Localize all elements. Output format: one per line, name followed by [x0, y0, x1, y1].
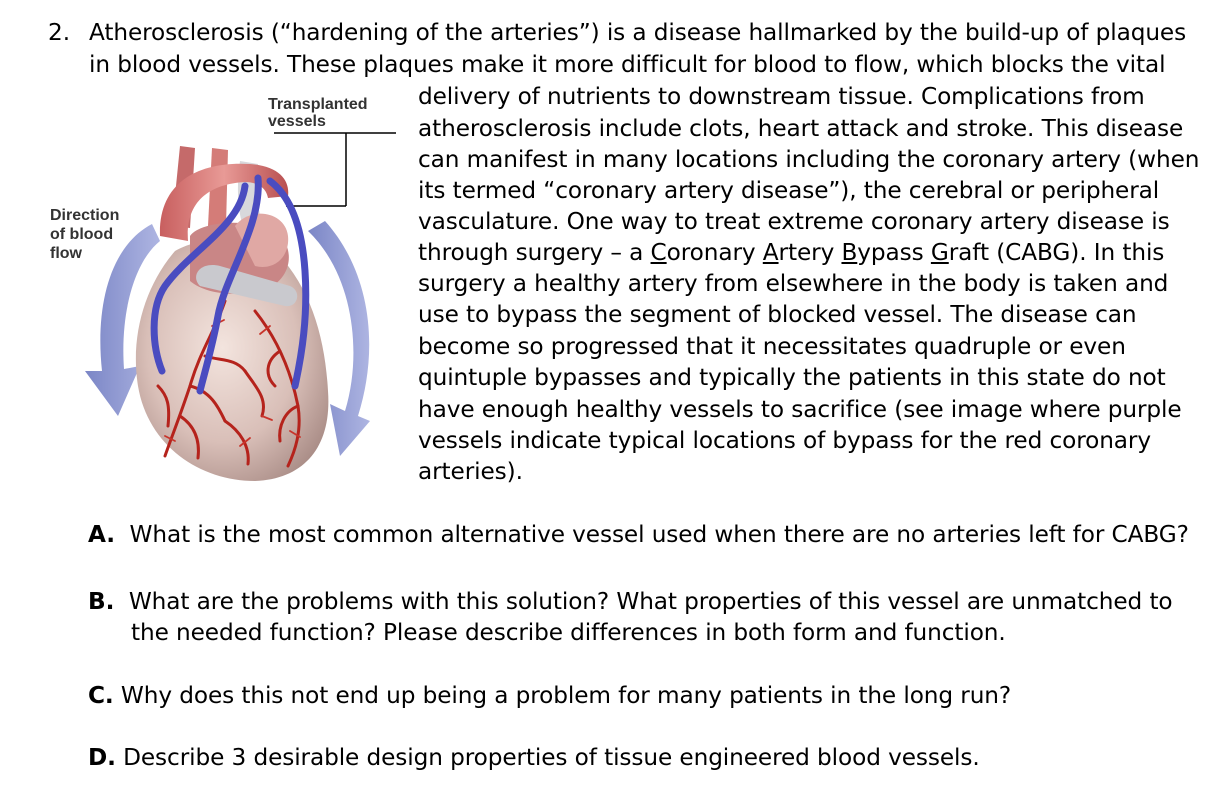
cabg-c: C	[650, 239, 667, 266]
question-line-cabg	[418, 237, 1164, 268]
subquestion-b	[88, 586, 1173, 617]
label-direction-2: of blood	[50, 226, 114, 243]
heart-bypass-figure	[40, 86, 410, 496]
question-line-6: its termed “coronary artery disease”), the cerebral or peripheral	[418, 177, 1160, 204]
subquestion-text: Describe 3 desirable design properties of tissue engineered blood vessels.	[123, 744, 980, 771]
subquestion-text: Why does this not end up being a problem for many patients in the long run?	[120, 682, 1012, 709]
subquestion-text: What are the problems with this solution? What properties of this vessel are unmatched to	[128, 588, 1173, 615]
cabg-g-rest: raft (CABG). In this	[948, 239, 1165, 266]
label-transplanted-1: Transplanted	[268, 96, 368, 113]
subquestion-letter: D.	[88, 744, 116, 771]
cabg-c-rest: oronary	[666, 239, 763, 266]
heart-illustration	[40, 86, 410, 496]
subquestion-letter: C.	[88, 682, 114, 709]
question-line-4: atherosclerosis include clots, heart attack and stroke. This disease	[418, 115, 1184, 142]
subquestion-d	[88, 742, 980, 773]
question-line-12: quintuple bypasses and typically the patients in this state do not	[418, 364, 1166, 391]
subquestion-c	[88, 680, 1011, 711]
subquestion-letter: A.	[88, 521, 115, 548]
cabg-b: B	[841, 239, 858, 266]
question-line-3: delivery of nutrients to downstream tissue. Complications from	[418, 83, 1145, 110]
subquestion-letter: B.	[88, 588, 115, 615]
cabg-prefix: through surgery – a	[418, 239, 651, 266]
question-line-10: use to bypass the segment of blocked vessel. The disease can	[418, 301, 1137, 328]
question-line-5: can manifest in many locations including the coronary artery (when	[418, 146, 1200, 173]
cabg-g: G	[930, 239, 949, 266]
label-transplanted-2: vessels	[268, 113, 326, 130]
question-line-15: arteries).	[418, 458, 523, 485]
question-line-11: become so progressed that it necessitates quadruple or even	[418, 333, 1126, 360]
question-number: 2.	[48, 19, 71, 46]
label-direction-3: flow	[50, 245, 82, 262]
cabg-a-rest: rtery	[778, 239, 842, 266]
subquestion-a	[88, 519, 1189, 550]
cabg-a: A	[762, 239, 779, 266]
question-line-1: Atherosclerosis (“hardening of the arteries”) is a disease hallmarked by the build-up of plaques	[89, 19, 1187, 46]
question-line-2: in blood vessels. These plaques make it more difficult for blood to flow, which blocks the vital	[89, 51, 1166, 78]
question-line-14: vessels indicate typical locations of bypass for the red coronary	[418, 427, 1151, 454]
cabg-b-rest: ypass	[857, 239, 931, 266]
question-line-7: vasculature. One way to treat extreme coronary artery disease is	[418, 208, 1170, 235]
label-direction-1: Direction	[50, 207, 120, 224]
subquestion-b-line-2: the needed function? Please describe differences in both form and function.	[131, 619, 1006, 646]
question-line-9: surgery a healthy artery from elsewhere in the body is taken and	[418, 270, 1169, 297]
subquestion-text: What is the most common alternative vessel used when there are no arteries left for CABG?	[129, 521, 1189, 548]
question-line-13: have enough healthy vessels to sacrifice (see image where purple	[418, 396, 1182, 423]
